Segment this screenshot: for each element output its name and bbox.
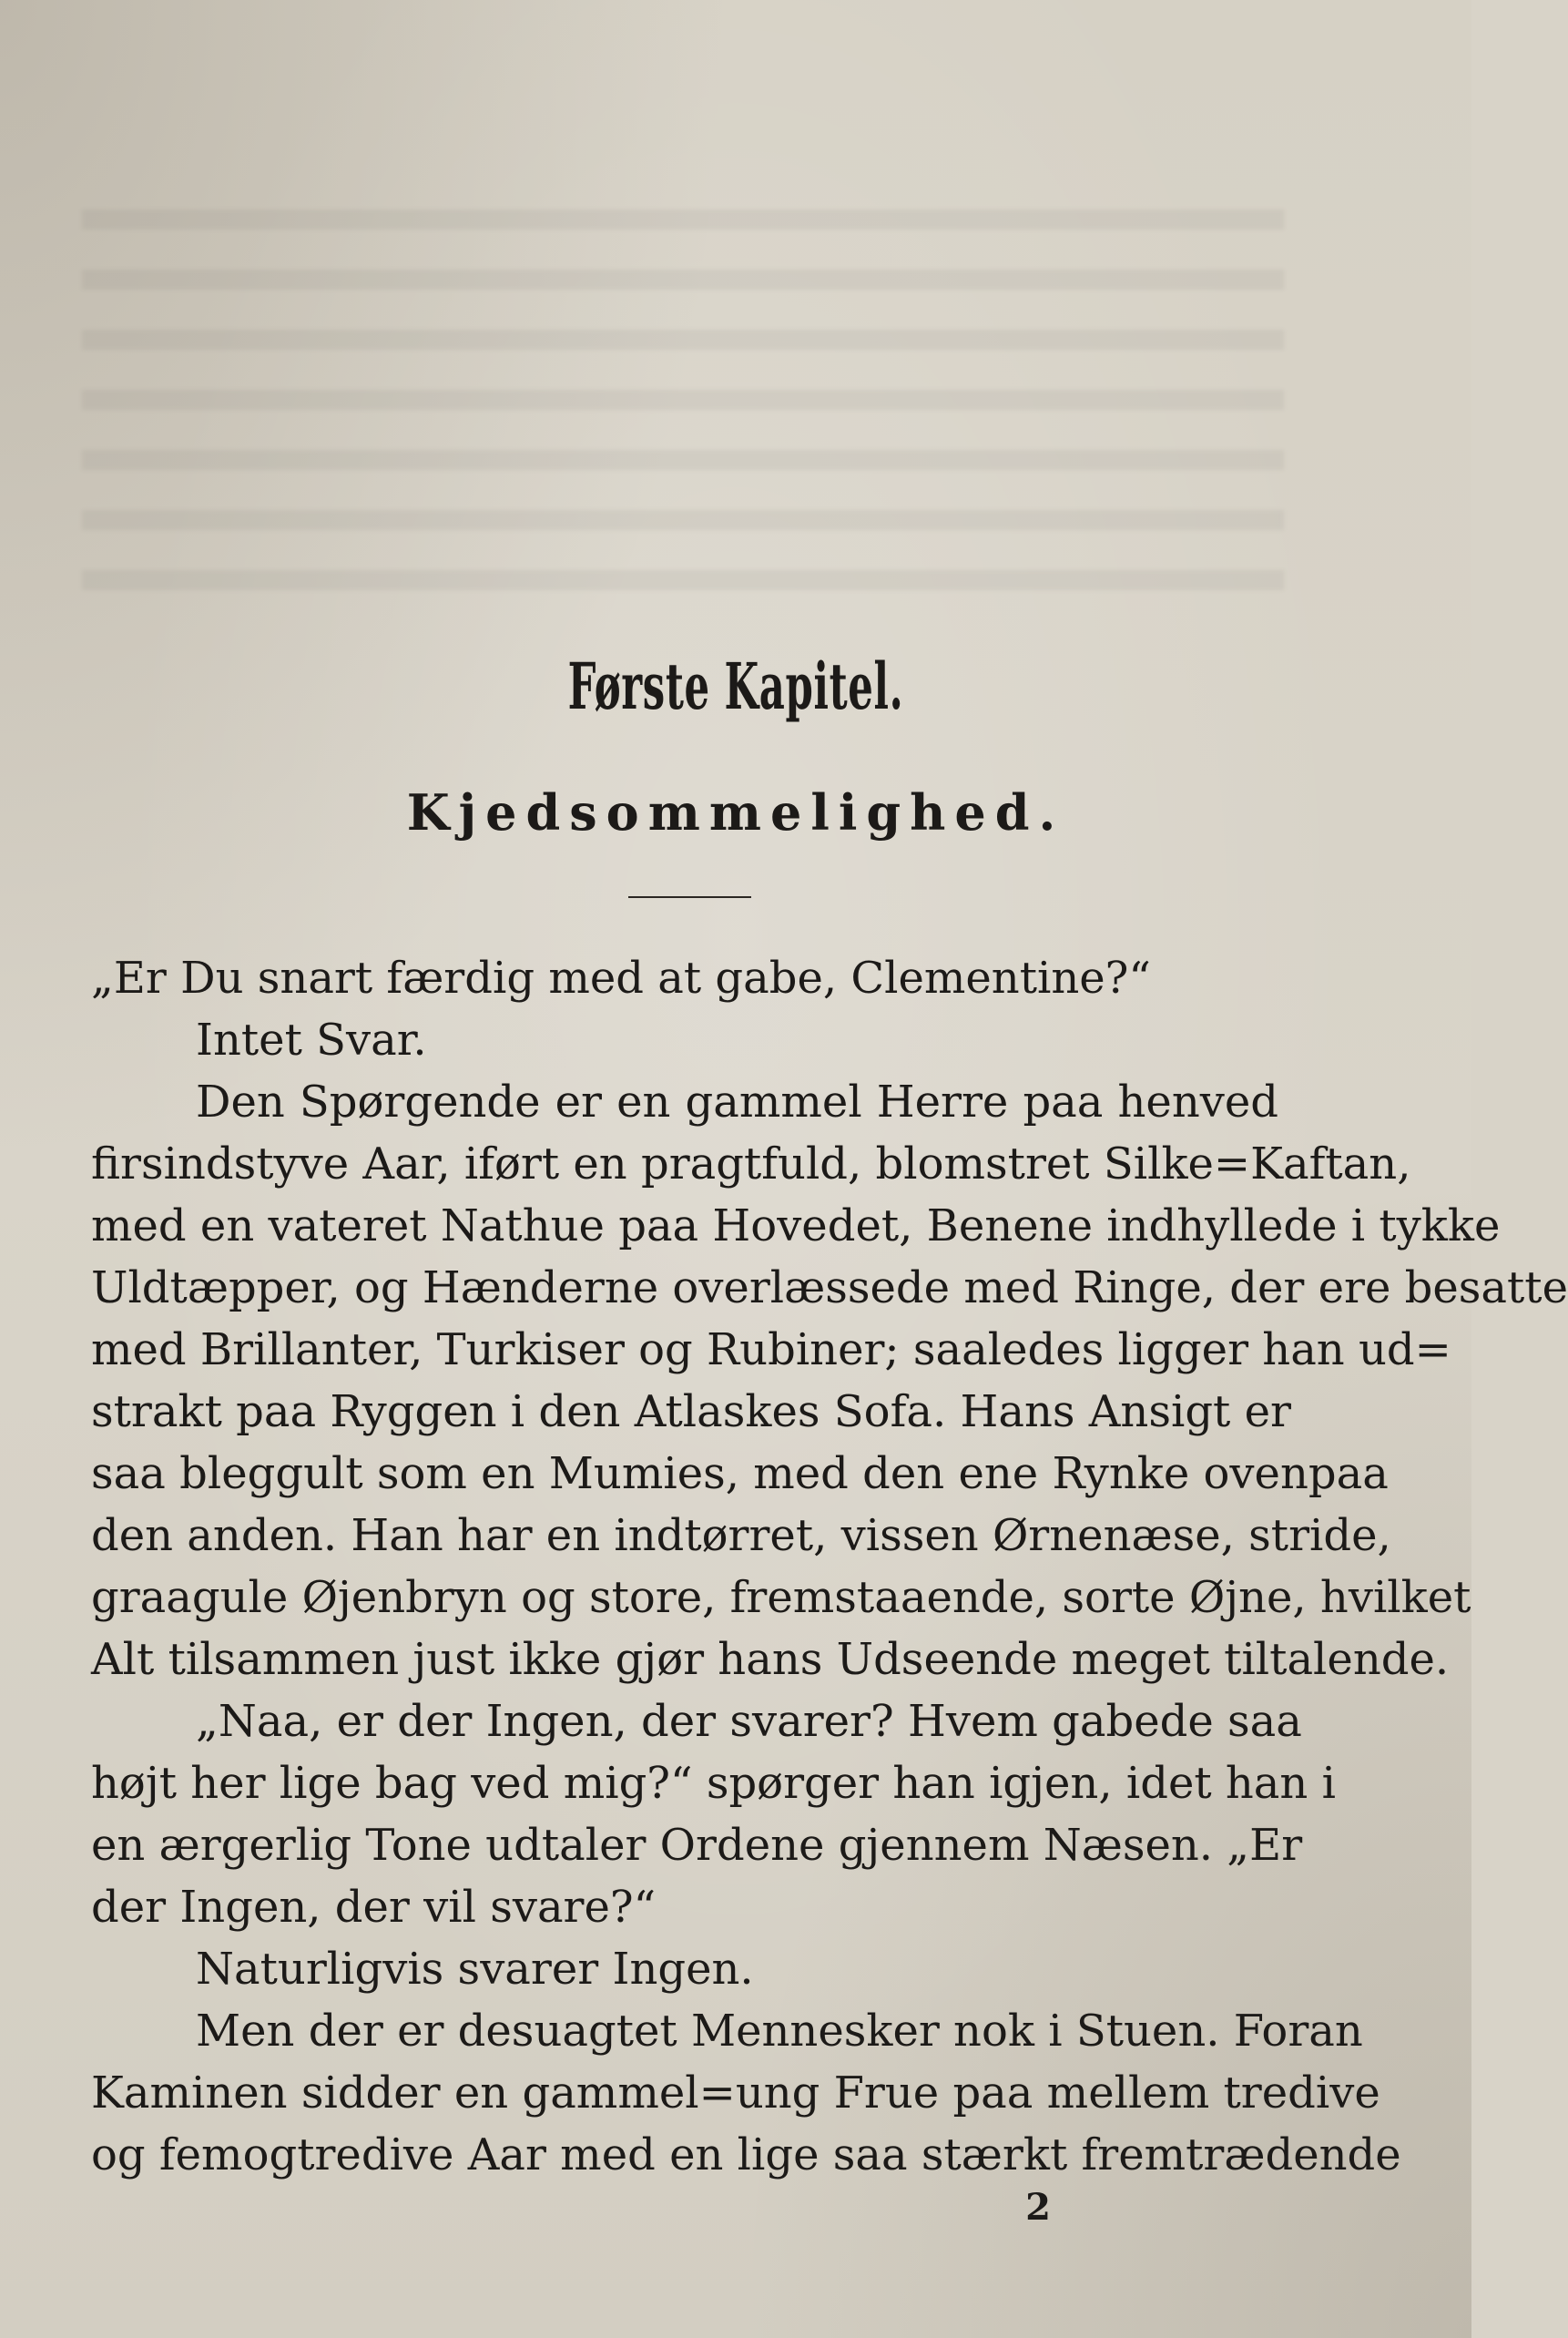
text-line: „Er Du snart færdig med at gabe, Clementine?“ bbox=[91, 953, 1151, 1004]
text-line: Intet Svar. bbox=[196, 1015, 427, 1066]
text-line: saa bleggult som en Mumies, med den ene Rynke ovenpaa bbox=[91, 1448, 1389, 1499]
text-line: med en vateret Nathue paa Hovedet, Benene indhyllede i tykke bbox=[91, 1200, 1501, 1251]
text-line: med Brillanter, Turkiser og Rubiner; saaledes ligger han ud= bbox=[91, 1324, 1451, 1375]
text-line: Alt tilsammen just ikke gjør hans Udseende meget tiltalende. bbox=[91, 1634, 1450, 1685]
text-line: den anden. Han har en indtørret, vissen Ørnenæse, stride, bbox=[91, 1510, 1391, 1561]
text-line: Uldtæpper, og Hænderne overlæssede med Ringe, der ere besatte bbox=[91, 1262, 1568, 1313]
text-line: Men der er desuagtet Mennesker nok i Stuen. Foran bbox=[196, 2006, 1363, 2057]
text-line: Kaminen sidder en gammel=ung Frue paa mellem tredive bbox=[91, 2067, 1380, 2118]
text-line: Den Spørgende er en gammel Herre paa henved bbox=[196, 1077, 1278, 1128]
body-text bbox=[91, 947, 1568, 2186]
text-line: Naturligvis svarer Ingen. bbox=[196, 1944, 754, 1995]
text-line: strakt paa Ryggen i den Atlaskes Sofa. Hans Ansigt er bbox=[91, 1386, 1291, 1437]
text-line: højt her lige bag ved mig?“ spørger han igjen, idet han i bbox=[91, 1758, 1336, 1809]
text-line: „Naa, er der Ingen, der svarer? Hvem gabede saa bbox=[196, 1696, 1302, 1747]
chapter-subtitle: Kjedsommelighed. bbox=[406, 783, 1065, 842]
section-divider bbox=[628, 896, 751, 898]
text-line: en ærgerlig Tone udtaler Ordene gjennem Næsen. „Er bbox=[91, 1820, 1303, 1871]
text-line: firsindstyve Aar, iført en pragtfuld, blomstret Silke=Kaftan, bbox=[91, 1138, 1411, 1189]
chapter-title: Første Kapitel. bbox=[567, 648, 904, 724]
text-line: og femogtredive Aar med en lige saa stærkt fremtrædende bbox=[91, 2129, 1401, 2180]
text-line: graagule Øjenbryn og store, fremstaaende, sorte Øjne, hvilket bbox=[91, 1572, 1471, 1623]
page-number: 2 bbox=[1025, 2186, 1051, 2229]
bleed-through-texture bbox=[82, 209, 1284, 592]
text-line: der Ingen, der vil svare?“ bbox=[91, 1882, 657, 1933]
